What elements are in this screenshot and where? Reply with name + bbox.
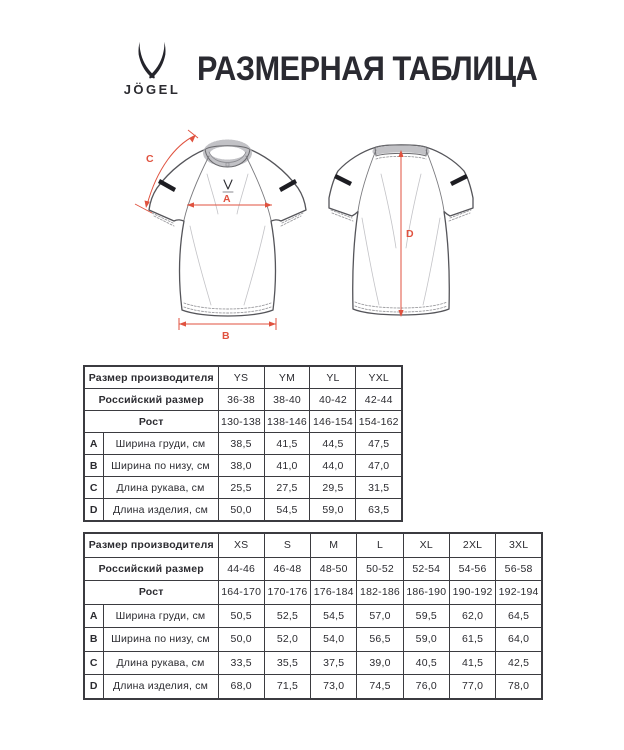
tshirt-diagram [110, 118, 510, 353]
header-value: 54-56 [449, 557, 495, 581]
header-value: 192-194 [496, 581, 542, 605]
dimension-value: 61,5 [449, 628, 495, 652]
table-header-row [84, 389, 402, 411]
header-value: 52-54 [403, 557, 449, 581]
dimension-value: 59,5 [403, 604, 449, 628]
dimension-value: 64,0 [496, 628, 542, 652]
dimension-value: 27,5 [264, 477, 310, 499]
dimension-value: 52,5 [264, 604, 310, 628]
dimension-value: 44,5 [310, 433, 356, 455]
dimension-value: 41,0 [264, 455, 310, 477]
dimension-value: 41,5 [264, 433, 310, 455]
table-header-row [84, 366, 402, 389]
dimension-value: 74,5 [357, 675, 403, 699]
dimension-value: 59,0 [310, 499, 356, 522]
header-value: YXL [356, 366, 402, 389]
dimension-value: 50,0 [218, 499, 264, 522]
header-value: XS [218, 533, 264, 557]
dim-label-c: C [146, 153, 154, 165]
dimension-letter: B [84, 455, 103, 477]
header-value: YM [264, 366, 310, 389]
dimension-value: 35,5 [264, 651, 310, 675]
dim-label-d: D [406, 228, 414, 240]
header-value: 176-184 [311, 581, 357, 605]
dimension-value: 38,5 [218, 433, 264, 455]
header-value: 44-46 [218, 557, 264, 581]
brand-name: JÖGEL [123, 82, 181, 97]
dimension-value: 42,5 [496, 651, 542, 675]
dimension-value: 56,5 [357, 628, 403, 652]
dimension-value: 37,5 [311, 651, 357, 675]
brand-logo [116, 40, 188, 106]
header-value: 48-50 [311, 557, 357, 581]
dimension-label: Длина рукава, см [103, 651, 218, 675]
dimension-value: 47,0 [356, 455, 402, 477]
dimension-value: 39,0 [357, 651, 403, 675]
dimension-value: 33,5 [218, 651, 264, 675]
header-value: 56-58 [496, 557, 542, 581]
dimension-value: 41,5 [449, 651, 495, 675]
table-row [84, 433, 402, 455]
header-value: 146-154 [310, 411, 356, 433]
dim-arrow-b [179, 318, 276, 330]
table-row [84, 651, 542, 675]
dimension-value: 29,5 [310, 477, 356, 499]
header-value: 42-44 [356, 389, 402, 411]
table-row [84, 499, 402, 522]
header-value: 164-170 [218, 581, 264, 605]
table-row [84, 604, 542, 628]
header-value: 38-40 [264, 389, 310, 411]
header-value: 3XL [496, 533, 542, 557]
header-label: Рост [84, 581, 218, 605]
table-header-row [84, 581, 542, 605]
header-label: Российский размер [84, 389, 218, 411]
dimension-label: Ширина по низу, см [103, 628, 218, 652]
dim-label-b: B [222, 330, 230, 342]
dimension-value: 25,5 [218, 477, 264, 499]
dimension-label: Ширина груди, см [103, 433, 218, 455]
dim-label-a: A [223, 193, 231, 205]
header-value: 36-38 [218, 389, 264, 411]
dimension-letter: A [84, 604, 103, 628]
dimension-value: 40,5 [403, 651, 449, 675]
dimension-label: Длина изделия, см [103, 499, 218, 522]
table-header-row [84, 533, 542, 557]
dimension-value: 59,0 [403, 628, 449, 652]
header-value: 40-42 [310, 389, 356, 411]
table-header-row [84, 411, 402, 433]
table-row [84, 477, 402, 499]
header-value: 2XL [449, 533, 495, 557]
header-value: 130-138 [218, 411, 264, 433]
header-value: 170-176 [264, 581, 310, 605]
header-value: YS [218, 366, 264, 389]
header-value: 182-186 [357, 581, 403, 605]
dimension-letter: D [84, 675, 103, 699]
header-value: YL [310, 366, 356, 389]
dimension-value: 50,0 [218, 628, 264, 652]
dimension-value: 78,0 [496, 675, 542, 699]
table-row [84, 455, 402, 477]
dimension-letter: A [84, 433, 103, 455]
header-value: 138-146 [264, 411, 310, 433]
dimension-letter: C [84, 651, 103, 675]
page-title: РАЗМЕРНАЯ ТАБЛИЦА [197, 50, 538, 88]
dimension-value: 38,0 [218, 455, 264, 477]
dimension-value: 52,0 [264, 628, 310, 652]
dimension-value: 71,5 [264, 675, 310, 699]
header-value: 186-190 [403, 581, 449, 605]
dimension-letter: B [84, 628, 103, 652]
header-value: XL [403, 533, 449, 557]
dimension-value: 68,0 [218, 675, 264, 699]
dimension-value: 76,0 [403, 675, 449, 699]
dimension-label: Длина изделия, см [103, 675, 218, 699]
dimension-value: 57,0 [357, 604, 403, 628]
size-table-adult [83, 532, 543, 700]
tshirt-front-view [149, 143, 306, 316]
header-value: 46-48 [264, 557, 310, 581]
dimension-label: Ширина груди, см [103, 604, 218, 628]
dimension-value: 54,0 [311, 628, 357, 652]
header-value: 190-192 [449, 581, 495, 605]
dimension-value: 50,5 [218, 604, 264, 628]
header-value: S [264, 533, 310, 557]
dimension-value: 54,5 [264, 499, 310, 522]
table-row [84, 675, 542, 699]
dimension-letter: D [84, 499, 103, 522]
table-row [84, 628, 542, 652]
dimension-label: Ширина по низу, см [103, 455, 218, 477]
jogel-logo-icon [135, 40, 169, 80]
dimension-value: 54,5 [311, 604, 357, 628]
header-value: 154-162 [356, 411, 402, 433]
header-value: 50-52 [357, 557, 403, 581]
header-value: M [311, 533, 357, 557]
header-label: Размер производителя [84, 533, 218, 557]
dimension-value: 64,5 [496, 604, 542, 628]
dimension-value: 77,0 [449, 675, 495, 699]
header-value: L [357, 533, 403, 557]
dimension-label: Длина рукава, см [103, 477, 218, 499]
dimension-letter: C [84, 477, 103, 499]
dimension-value: 73,0 [311, 675, 357, 699]
dimension-value: 44,0 [310, 455, 356, 477]
header-label: Российский размер [84, 557, 218, 581]
table-header-row [84, 557, 542, 581]
dimension-value: 31,5 [356, 477, 402, 499]
dimension-value: 47,5 [356, 433, 402, 455]
dimension-value: 62,0 [449, 604, 495, 628]
header-label: Размер производителя [84, 366, 218, 389]
dimension-value: 63,5 [356, 499, 402, 522]
size-table-youth [83, 365, 403, 522]
header-label: Рост [84, 411, 218, 433]
